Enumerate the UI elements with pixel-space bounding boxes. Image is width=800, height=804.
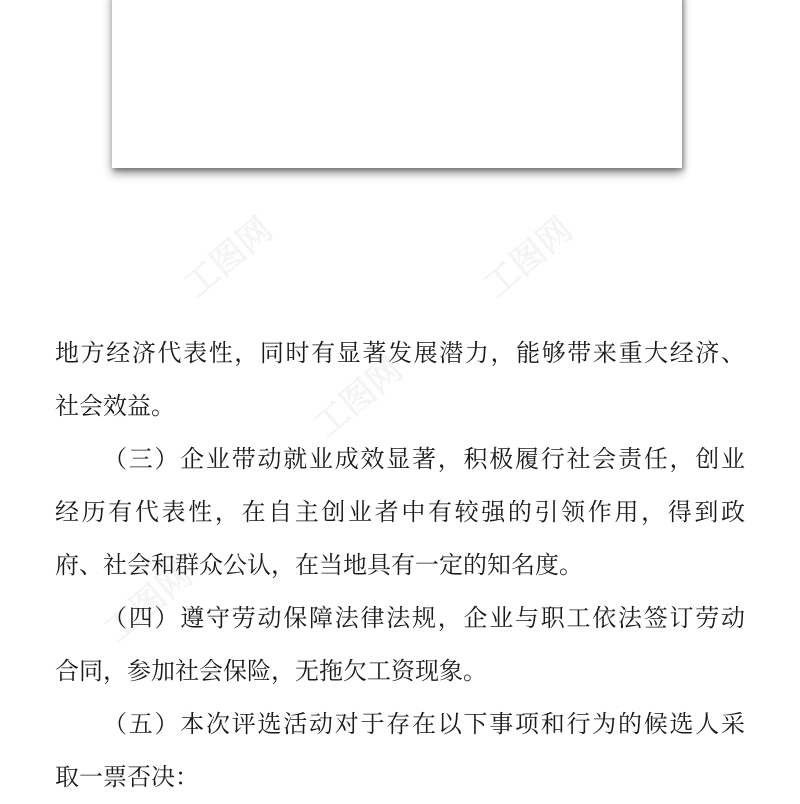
text-line: （四）遵守劳动保障法律法规，企业与职工依法签订劳动	[103, 604, 745, 632]
document-body	[55, 327, 755, 804]
document-image-card	[112, 0, 682, 168]
paragraph	[55, 327, 755, 433]
paragraph	[55, 592, 755, 698]
text-line: （三）企业带动就业成效显著，积极履行社会责任，创业	[103, 445, 745, 473]
text-line: 经历有代表性，在自主创业者中有较强的引领作用，得到政	[55, 498, 745, 526]
paragraph	[55, 698, 755, 804]
text-line: 取一票否决：	[55, 763, 199, 791]
text-line: 府、社会和群众公认，在当地具有一定的知名度。	[55, 551, 583, 579]
watermark	[471, 173, 618, 308]
text-line: （五）本次评选活动对于存在以下事项和行为的候选人采	[103, 710, 745, 738]
watermark	[171, 173, 318, 308]
text-line: 合同，参加社会保险，无拖欠工资现象。	[55, 657, 487, 685]
text-line: 地方经济代表性，同时有显著发展潜力，能够带来重大经济、	[55, 339, 745, 367]
paragraph	[55, 433, 755, 592]
text-line: 社会效益。	[55, 392, 175, 420]
